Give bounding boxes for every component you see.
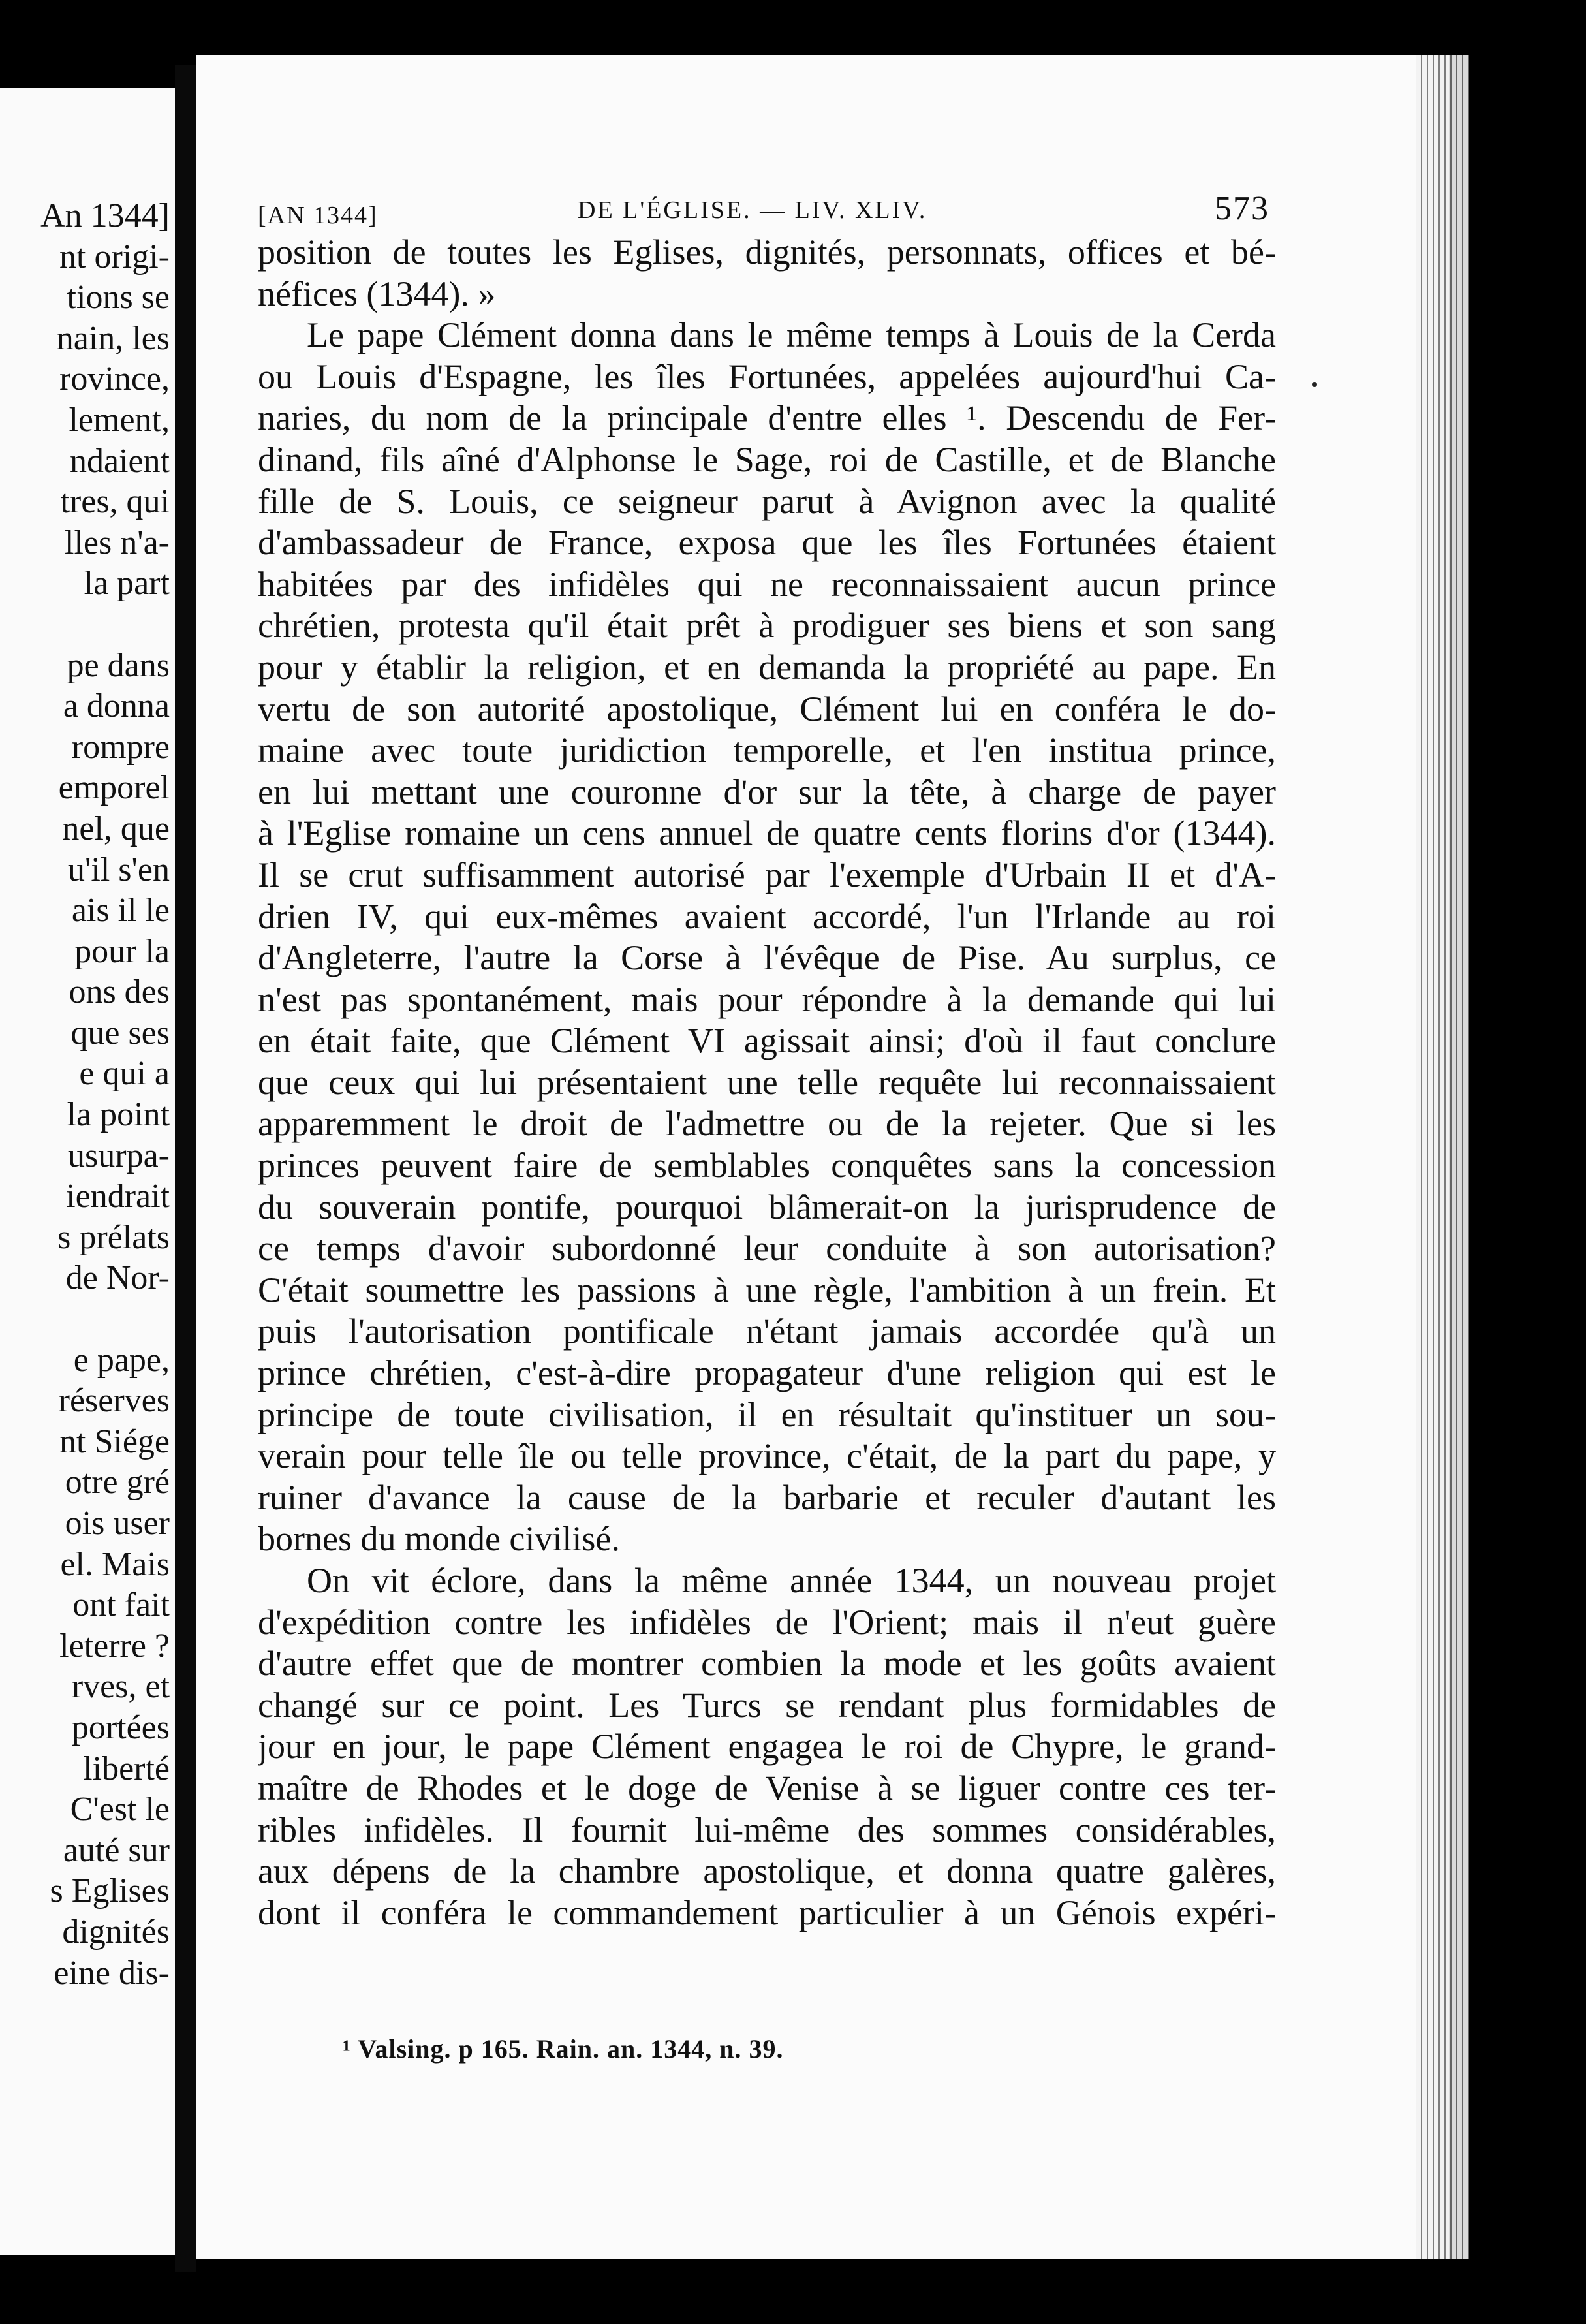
left-line: iendrait bbox=[66, 1178, 170, 1216]
text-line: maine avec toute juridiction temporelle, et l'en institua prince, bbox=[258, 730, 1276, 770]
text-line: ribles infidèles. Il fournit lui-même des sommes considérables, bbox=[258, 1810, 1276, 1849]
text-line: vertu de son autorité apostolique, Clément lui en conféra le do- bbox=[258, 689, 1276, 729]
text-line: princes peuvent faire de semblables conquêtes sans la concession bbox=[258, 1146, 1276, 1186]
left-line: ons des bbox=[69, 973, 170, 1011]
ink-speck bbox=[1312, 382, 1317, 387]
text-line: Le pape Clément donna dans le même temps à Louis de la Cerda bbox=[307, 315, 1276, 355]
text-line: prince chrétien, c'est-à-dire propagateur d'une religion qui est le bbox=[258, 1353, 1276, 1393]
text-line: maître de Rhodes et le doge de Venise à se liguer contre ces ter- bbox=[258, 1768, 1276, 1808]
text-line: chrétien, protesta qu'il était prêt à prodiguer ses biens et son sang bbox=[258, 606, 1276, 646]
text-line: On vit éclore, dans la même année 1344, un nouveau projet bbox=[307, 1561, 1276, 1600]
page-edges bbox=[1416, 55, 1469, 2259]
right-page bbox=[196, 55, 1449, 2259]
body-text bbox=[258, 232, 1276, 1934]
left-line: tions se bbox=[67, 279, 170, 317]
left-line: ndaient bbox=[69, 442, 170, 480]
text-line: ruiner d'avance la cause de la barbarie et reculer d'autant les bbox=[258, 1477, 1276, 1517]
left-line: rompre bbox=[71, 728, 170, 766]
text-line: fille de S. Louis, ce seigneur parut à Avignon avec la qualité bbox=[258, 481, 1276, 521]
text-line: n'est pas spontanément, mais pour répondre à la demande qui lui bbox=[258, 979, 1276, 1019]
text-line: ce temps d'avoir subordonné leur conduite à son autorisation? bbox=[258, 1229, 1276, 1268]
left-line: que ses bbox=[70, 1014, 170, 1052]
text-line: du souverain pontife, pourquoi blâmerait-on la jurisprudence de bbox=[258, 1187, 1276, 1227]
left-line: nel, que bbox=[62, 809, 170, 847]
left-line: eine dis- bbox=[54, 1954, 170, 1992]
left-page-text bbox=[40, 196, 170, 1994]
left-line bbox=[40, 605, 170, 646]
left-line: la point bbox=[67, 1096, 170, 1134]
left-line: pe dans bbox=[67, 646, 170, 684]
left-line: s Eglises bbox=[50, 1872, 170, 1910]
book-gutter bbox=[175, 65, 196, 2272]
left-line: ois user bbox=[65, 1505, 170, 1542]
text-line: pour y établir la religion, et en demanda la propriété au pape. En bbox=[258, 647, 1276, 687]
left-line: C'est le bbox=[70, 1791, 170, 1829]
left-line: An 1344] bbox=[40, 197, 170, 234]
text-line: bornes du monde civilisé. bbox=[258, 1519, 620, 1559]
text-line: C'était soumettre les passions à une règle, l'ambition à un frein. Et bbox=[258, 1270, 1276, 1310]
text-line: en était faite, que Clément VI agissait ainsi; d'où il faut conclure bbox=[258, 1021, 1276, 1061]
text-line: habitées par des infidèles qui ne reconnaissaient aucun prince bbox=[258, 564, 1276, 604]
left-page bbox=[0, 88, 175, 2255]
left-line: otre gré bbox=[65, 1464, 170, 1501]
left-line: tres, qui bbox=[60, 483, 170, 521]
text-line: en lui mettant une couronne d'or sur la tête, à charge de payer bbox=[258, 772, 1276, 811]
text-line: aux dépens de la chambre apostolique, et donna quatre galères, bbox=[258, 1851, 1276, 1891]
text-line: ou Louis d'Espagne, les îles Fortunées, appelées aujourd'hui Ca- bbox=[258, 356, 1276, 396]
text-line: Il se crut suffisamment autorisé par l'exemple d'Urbain II et d'A- bbox=[258, 855, 1276, 894]
left-line: lement, bbox=[69, 401, 170, 439]
running-head bbox=[258, 189, 1283, 235]
left-line: réserves bbox=[58, 1382, 170, 1420]
left-line: ais il le bbox=[71, 892, 170, 930]
running-head-title: DE L'ÉGLISE. — LIV. XLIV. bbox=[578, 196, 927, 224]
text-line: naries, du nom de la principale d'entre elles ¹. Descendu de Fer- bbox=[258, 398, 1276, 438]
text-line: d'Angleterre, l'autre la Corse à l'évêque de Pise. Au surplus, ce bbox=[258, 938, 1276, 978]
text-line: position de toutes les Eglises, dignités, personnats, offices et bé- bbox=[258, 232, 1276, 272]
left-line: liberté bbox=[83, 1750, 170, 1787]
left-line bbox=[40, 1299, 170, 1340]
left-line: leterre ? bbox=[59, 1627, 170, 1665]
text-line: dont il conféra le commandement particulier à un Génois expéri- bbox=[258, 1892, 1276, 1932]
text-line: à l'Eglise romaine un cens annuel de quatre cents florins d'or (1344). bbox=[258, 813, 1276, 853]
left-line: u'il s'en bbox=[68, 851, 170, 888]
left-line: lles n'a- bbox=[65, 524, 170, 561]
left-line: s prélats bbox=[57, 1218, 170, 1256]
left-line: pour la bbox=[74, 932, 170, 970]
text-line: puis l'autorisation pontificale n'étant jamais accordée qu'à un bbox=[258, 1311, 1276, 1351]
text-line: changé sur ce point. Les Turcs se rendant plus formidables de bbox=[258, 1685, 1276, 1725]
left-line: a donna bbox=[63, 687, 170, 725]
text-line: néfices (1344). » bbox=[258, 274, 496, 313]
page-number: 573 bbox=[1215, 190, 1269, 227]
left-line: ont fait bbox=[72, 1586, 170, 1624]
left-line: de Nor- bbox=[65, 1259, 170, 1297]
text-line: jour en jour, le pape Clément engagea le roi de Chypre, le grand- bbox=[258, 1727, 1276, 1767]
footnote: ¹ Valsing. p 165. Rain. an. 1344, n. 39. bbox=[343, 2034, 784, 2064]
left-line: rves, et bbox=[71, 1668, 170, 1706]
left-line: dignités bbox=[62, 1913, 170, 1951]
left-line: rovince, bbox=[59, 360, 170, 398]
left-line: e pape, bbox=[73, 1341, 170, 1379]
left-line: nain, les bbox=[56, 319, 170, 357]
left-line: el. Mais bbox=[60, 1545, 170, 1583]
text-line: d'expédition contre les infidèles de l'Orient; mais il n'eut guère bbox=[258, 1602, 1276, 1642]
left-line: nt Siége bbox=[59, 1422, 170, 1460]
text-line: d'autre effet que de montrer combien la mode et les goûts avaient bbox=[258, 1644, 1276, 1684]
running-head-date: [AN 1344] bbox=[258, 202, 378, 229]
text-line: d'ambassadeur de France, exposa que les îles Fortunées étaient bbox=[258, 523, 1276, 563]
text-line: que ceux qui lui présentaient une telle requête lui reconnaissaient bbox=[258, 1062, 1276, 1102]
left-line: portées bbox=[71, 1708, 170, 1746]
text-line: principe de toute civilisation, il en résultait qu'instituer un sou- bbox=[258, 1394, 1276, 1434]
left-line: usurpa- bbox=[68, 1137, 170, 1174]
text-line: drien IV, qui eux-mêmes avaient accordé, l'un l'Irlande au roi bbox=[258, 896, 1276, 936]
left-line: emporel bbox=[58, 769, 170, 807]
text-line: apparemment le droit de l'admettre ou de la rejeter. Que si les bbox=[258, 1104, 1276, 1144]
left-line: auté sur bbox=[63, 1831, 170, 1869]
left-line: nt origi- bbox=[59, 238, 170, 275]
text-line: dinand, fils aîné d'Alphonse le Sage, roi de Castille, et de Blanche bbox=[258, 439, 1276, 479]
left-line: la part bbox=[84, 565, 170, 603]
text-line: verain pour telle île ou telle province, c'était, de la part du pape, y bbox=[258, 1436, 1276, 1476]
left-line: e qui a bbox=[79, 1055, 170, 1093]
